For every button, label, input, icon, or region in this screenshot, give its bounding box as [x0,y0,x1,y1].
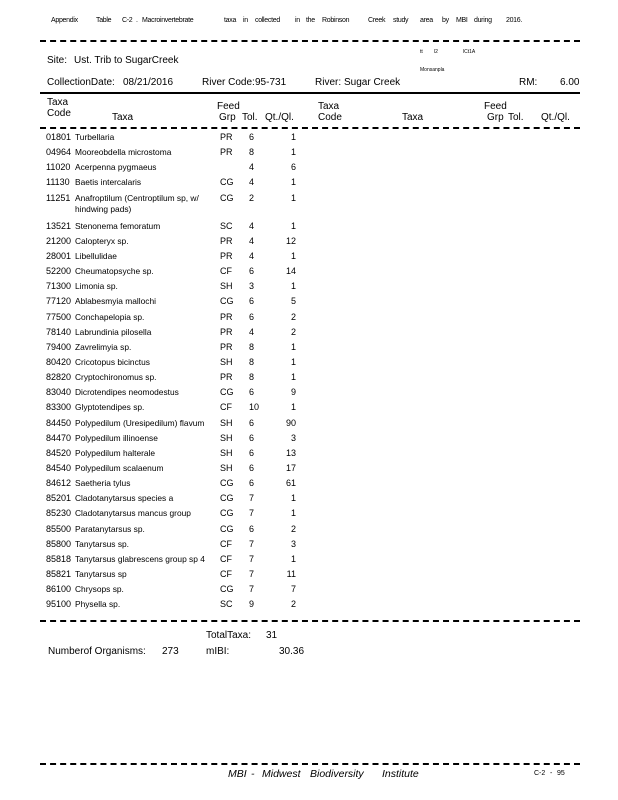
taxa-name-cell: Cryptochironomus sp. [75,372,157,383]
taxa-code-cell: 21200 [46,235,72,246]
title-word: in [243,17,248,24]
taxa-code-cell: 85818 [46,553,72,564]
taxa-code-cell: 80420 [46,356,72,367]
quantity-cell: 2 [290,311,296,322]
feed-group-cell: CF [220,402,232,413]
taxa-name-cell: Physella sp. [75,599,121,610]
col-taxa-code: Taxa [47,97,69,108]
taxa-name-cell: Tanytarsus sp [75,569,127,580]
quantity-cell: 1 [290,493,296,504]
title-word: during [474,17,492,24]
taxa-name-cell: Cricotopus bicinctus [75,356,150,367]
col-qt: Qt./Ql. [541,112,570,123]
quantity-cell: 1 [290,132,296,142]
taxa-code-cell: 83300 [46,402,72,413]
collection-date-value: 08/21/2016 [123,77,174,88]
feed-group-cell: CG [220,177,234,188]
quantity-cell: 1 [290,147,296,158]
taxa-name-cell: Cladotanytarsus mancus group [75,508,191,519]
rm-label: RM: [519,77,538,88]
tolerance-cell: 8 [249,356,255,367]
river-code-value: 95-731 [255,77,287,88]
taxa-code-cell: 84450 [46,417,72,428]
tolerance-cell: 8 [249,372,255,383]
quantity-cell: 1 [290,402,296,413]
quantity-cell: 1 [290,356,296,367]
col-feed: Feed [484,101,507,112]
organisms-value: 273 [162,646,179,657]
feed-group-cell: CG [220,584,234,595]
taxa-code-cell: 85201 [46,493,72,504]
feed-group-cell: SH [220,463,233,473]
tolerance-cell: 8 [249,341,255,352]
col-taxa-code: Code [318,112,342,123]
title-word: taxa [224,17,237,24]
taxa-code-cell: 04964 [46,147,72,158]
title-word: collected [255,17,280,24]
tolerance-cell: 7 [249,538,255,549]
taxa-name-cell: Paratanytarsus sp. [75,523,145,534]
footer-org: Institute [382,768,419,780]
title-word: 2016. [506,17,523,24]
feed-group-cell: CG [220,296,234,307]
divider-dashed [40,127,580,129]
tolerance-cell: 6 [249,478,255,489]
taxa-name-cell: Acerpenna pygmaeus [75,162,157,173]
col-taxa-code: Taxa [318,101,340,112]
taxa-code-cell: 85821 [46,569,72,580]
taxa-code-cell: 84612 [46,478,72,489]
taxa-code-cell: 11251 [46,192,71,203]
tolerance-cell: 6 [249,387,255,398]
taxa-name-cell: Cheumatopsyche sp. [75,266,154,277]
quantity-cell: 1 [290,250,296,261]
taxa-code-cell: 84540 [46,463,72,473]
tolerance-cell: 6 [249,463,255,473]
feed-group-cell: SH [220,356,233,367]
quantity-cell: 1 [290,220,296,231]
title-word: . [136,17,138,24]
taxa-name-cell: Baetis intercalaris [75,177,142,188]
tolerance-cell: 4 [249,326,255,337]
tolerance-cell: 4 [249,177,255,188]
taxa-code-cell: 85800 [46,538,72,549]
site-value: Ust. Trib to SugarCreek [74,55,179,66]
taxa-code-cell: 95100 [46,599,72,610]
tolerance-cell: 4 [249,250,255,261]
divider-dashed [40,620,580,622]
site-label: Site: [47,55,68,66]
taxa-name-cell: Tanytarsus glabrescens group sp 4 [75,553,205,564]
taxa-name-cell: Mooreobdella microstoma [75,147,172,158]
rm-value: 6.00 [560,77,580,88]
tiny-code: tt [420,49,423,55]
taxa-name-cell: Saetheria tylus [75,478,131,489]
page-number: - [550,770,553,777]
tolerance-cell: 6 [249,417,255,428]
title-word: area [420,17,433,24]
feed-group-cell: CG [220,192,234,203]
taxa-name-cell: Tanytarsus sp. [75,538,129,549]
title-word: Appendix [51,17,78,24]
col-feed: Grp [487,112,504,123]
feed-group-cell: CF [220,266,232,277]
tolerance-cell: 6 [249,296,255,307]
total-taxa-value: 31 [266,630,278,641]
tolerance-cell: 3 [249,281,255,292]
tolerance-cell: 10 [249,402,260,413]
taxa-code-cell: 71300 [46,281,72,292]
tolerance-cell: 7 [249,553,255,564]
col-feed: Grp [219,112,236,123]
title-word: MBI [456,17,468,24]
feed-group-cell: PR [220,341,233,352]
taxa-code-cell: 84520 [46,447,72,458]
taxa-code-cell: 77500 [46,311,72,322]
col-taxa: Taxa [112,112,134,123]
col-feed: Feed [217,101,240,112]
quantity-cell: 3 [290,432,296,443]
page-number: 95 [557,770,565,777]
taxa-name-cell: Limonia sp. [75,281,118,292]
taxa-code-cell: 11130 [46,177,70,188]
tolerance-cell: 6 [249,523,255,534]
tolerance-cell: 8 [249,147,255,158]
taxa-code-cell: 79400 [46,341,72,352]
quantity-cell: 3 [290,538,296,549]
quantity-cell: 11 [286,569,296,580]
tolerance-cell: 7 [249,508,255,519]
col-tol: Tol. [508,112,524,123]
feed-group-cell: SH [220,281,233,292]
footer-org: - [251,768,255,780]
col-tol: Tol. [242,112,258,123]
taxa-code-cell: 01801 [46,132,72,142]
taxa-code-cell: 11020 [46,162,71,173]
feed-group-cell: CF [220,538,232,549]
feed-group-cell: PR [220,147,233,158]
taxa-name-cell: Polypedilum halterale [75,447,156,458]
title-word: in [295,17,300,24]
footer-org: MBI [228,768,247,780]
taxa-code-cell: 82820 [46,372,72,383]
feed-group-cell: CF [220,569,232,580]
taxa-code-cell: 78140 [46,326,72,337]
tolerance-cell: 7 [249,584,255,595]
taxa-name-cell: Calopteryx sp. [75,235,129,246]
taxa-code-cell: 84470 [46,432,72,443]
quantity-cell: 1 [290,372,296,383]
title-word: Creek [368,17,386,24]
feed-group-cell: CG [220,508,234,519]
total-taxa-label: TotalTaxa: [206,630,252,641]
river-code-label: River Code: [202,77,255,88]
taxa-code-cell: 86100 [46,584,72,595]
quantity-cell: 12 [285,235,296,246]
divider-solid [40,92,580,94]
feed-group-cell: SC [220,220,233,231]
tolerance-cell: 6 [249,266,255,277]
tiny-code: lCt1A [463,49,476,55]
feed-group-cell: CG [220,387,234,398]
page-number: C-2 [534,770,546,777]
footer-org: Midwest [262,768,301,780]
tolerance-cell: 6 [249,432,255,443]
tiny-code: Monsanpla [420,67,445,73]
quantity-cell: 1 [290,341,296,352]
quantity-cell: 7 [290,584,296,595]
title-word: Table [96,17,112,24]
taxa-name-cell: Dicrotendipes neomodestus [75,387,179,398]
feed-group-cell: PR [220,250,233,261]
feed-group-cell: PR [220,311,233,322]
quantity-cell: 1 [290,508,296,519]
col-taxa-code: Code [47,108,71,119]
title-word: Macroinvertebrate [142,17,194,24]
title-word: Robinson [322,17,350,24]
taxa-name-cell: Turbellaria [75,132,115,142]
feed-group-cell: PR [220,326,233,337]
mibi-value: 30.36 [279,646,305,657]
taxa-name-cell: Polypedilum illinoense [75,432,158,443]
feed-group-cell: SH [220,447,233,458]
taxa-name-cell: Labrundinia pilosella [75,326,152,337]
organisms-label: Numberof Organisms: [48,646,146,657]
tolerance-cell: 4 [249,235,255,246]
feed-group-cell: CG [220,523,234,534]
tolerance-cell: 4 [249,162,255,173]
quantity-cell: 17 [285,463,296,473]
river-value: Sugar Creek [344,77,401,88]
col-qt: Qt./Ql. [265,112,294,123]
feed-group-cell: PR [220,372,233,383]
quantity-cell: 61 [285,478,296,489]
taxa-name-cell: Anafroptilum (Centroptilum sp, w/ hindwing pads) [75,192,199,214]
feed-group-cell: CG [220,493,234,504]
footer-divider [40,763,580,765]
taxa-code-cell: 52200 [46,266,72,277]
feed-group-cell: PR [220,235,233,246]
quantity-cell: 1 [290,177,296,188]
col-taxa: Taxa [402,112,424,123]
tolerance-cell: 6 [249,311,255,322]
taxa-name-cell: Libellulidae [75,250,117,261]
taxa-name-cell: Glyptotendipes sp. [75,402,145,413]
feed-group-cell: SH [220,417,233,428]
feed-group-cell: CG [220,478,234,489]
tolerance-cell: 9 [249,599,255,610]
taxa-name-cell: Conchapelopia sp. [75,311,145,322]
footer-org: Biodiversity [310,768,364,780]
taxa-name-cell: Ablabesmyia mallochi [75,296,156,307]
taxa-name-cell: Stenonema femoratum [75,220,161,231]
tolerance-cell: 6 [249,132,255,142]
quantity-cell: 1 [290,192,296,203]
tiny-code: l2 [434,49,438,55]
feed-group-cell: SH [220,432,233,443]
tolerance-cell: 7 [249,493,255,504]
tolerance-cell: 4 [249,220,255,231]
tolerance-cell: 2 [249,192,255,203]
mibi-label: mIBI: [206,646,230,657]
title-word: study [393,17,409,24]
quantity-cell: 14 [285,266,296,277]
feed-group-cell: PR [220,132,233,142]
taxa-code-cell: 13521 [46,220,72,231]
taxa-name-cell: Cladotanytarsus species a [75,493,174,504]
taxa-name-cell: Chrysops sp. [75,584,124,595]
quantity-cell: 9 [290,387,296,398]
title-word: C-2 [122,17,133,24]
taxa-name-cell: Polypedilum (Uresipedilum) flavum [75,417,205,428]
quantity-cell: 1 [290,281,296,292]
title-word: by [442,17,449,24]
quantity-cell: 13 [285,447,296,458]
quantity-cell: 2 [290,523,296,534]
tolerance-cell: 7 [249,569,255,580]
quantity-cell: 5 [290,296,296,307]
feed-group-cell: CF [220,553,232,564]
taxa-code-cell: 83040 [46,387,72,398]
taxa-name-cell: Zavrelimyia sp. [75,341,132,352]
taxa-code-cell: 85230 [46,508,72,519]
collection-date-label: CollectionDate: [47,77,115,88]
taxa-code-cell: 77120 [46,296,72,307]
quantity-cell: 2 [290,326,296,337]
taxa-name-cell: Polypedilum scalaenum [75,463,164,473]
title-word: the [306,17,315,24]
tolerance-cell: 6 [249,447,255,458]
quantity-cell: 1 [290,553,296,564]
divider-dashed [40,40,580,42]
quantity-cell: 6 [290,162,296,173]
quantity-cell: 2 [290,599,296,610]
taxa-code-cell: 28001 [46,250,72,261]
taxa-code-cell: 85500 [46,523,72,534]
quantity-cell: 90 [285,417,296,428]
feed-group-cell: SC [220,599,233,610]
river-label: River: [315,77,342,88]
